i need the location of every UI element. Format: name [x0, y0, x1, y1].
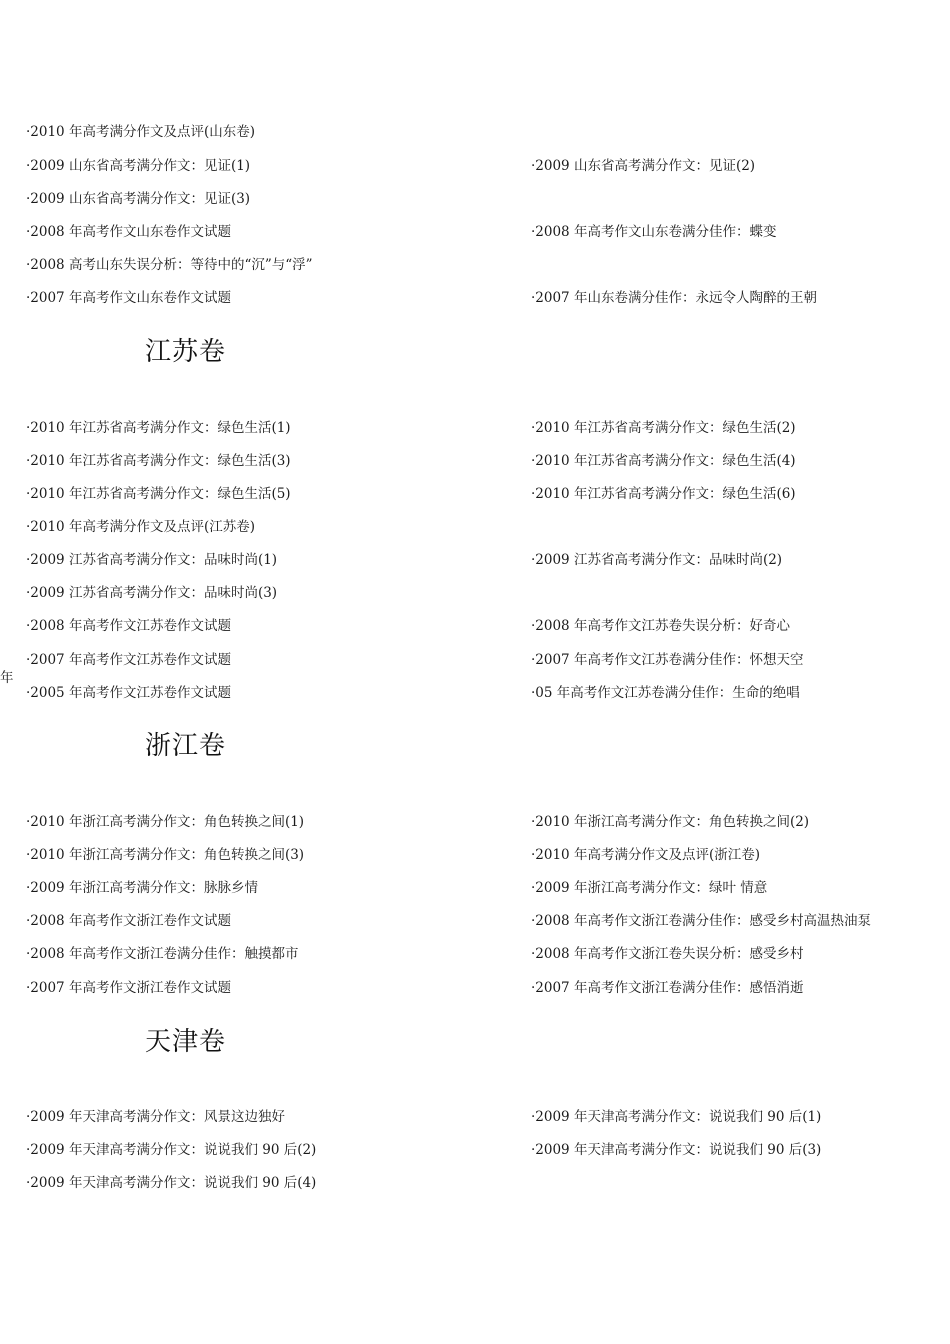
- link-row: [0, 581, 950, 605]
- link-row: [0, 220, 950, 244]
- link-row: [0, 286, 950, 310]
- article-link[interactable]: ·2009 江苏省高考满分作文：品味时尚(2): [531, 552, 783, 568]
- article-link[interactable]: ·2009 江苏省高考满分作文：品味时尚(1): [26, 552, 278, 568]
- link-row: [0, 120, 950, 144]
- article-link[interactable]: ·2008 年高考作文浙江卷满分佳作：触摸都市: [26, 946, 299, 962]
- article-link[interactable]: ·2007 年高考作文山东卷作文试题: [26, 290, 231, 306]
- article-link[interactable]: ·2010 年浙江高考满分作文：角色转换之间(2): [531, 814, 810, 830]
- link-row: [0, 976, 950, 1000]
- article-link[interactable]: ·2007 年高考作文江苏卷满分佳作：怀想天空: [531, 652, 804, 668]
- article-link[interactable]: ·2009 年浙江高考满分作文：绿叶 情意: [531, 880, 768, 896]
- article-link[interactable]: ·2010 年江苏省高考满分作文：绿色生活(2): [531, 420, 796, 436]
- link-row: [0, 909, 950, 933]
- article-link[interactable]: ·2005 年高考作文江苏卷作文试题: [26, 685, 231, 701]
- article-link[interactable]: ·2008 年高考作文浙江卷失误分析：感受乡村: [531, 946, 804, 962]
- link-row: [0, 154, 950, 178]
- article-link[interactable]: ·2007 年高考作文浙江卷作文试题: [26, 980, 231, 996]
- section-heading: 浙江卷: [145, 731, 227, 761]
- link-row: [0, 942, 950, 966]
- link-row: [0, 1105, 950, 1129]
- article-link[interactable]: ·05 年高考作文江苏卷满分佳作：生命的绝唱: [531, 685, 800, 701]
- article-link[interactable]: ·2008 年高考作文浙江卷满分佳作：感受乡村高温热油泵: [531, 913, 871, 929]
- stray-margin-text: 年: [0, 670, 14, 686]
- article-link[interactable]: ·2010 年江苏省高考满分作文：绿色生活(3): [26, 453, 291, 469]
- article-link[interactable]: ·2009 山东省高考满分作文：见证(1): [26, 158, 251, 174]
- link-row: [0, 416, 950, 440]
- article-link[interactable]: ·2010 年江苏省高考满分作文：绿色生活(6): [531, 486, 796, 502]
- article-link[interactable]: ·2010 年高考满分作文及点评(山东卷): [26, 124, 255, 140]
- section-heading: 天津卷: [145, 1027, 227, 1057]
- link-row: [0, 548, 950, 572]
- article-link[interactable]: ·2009 山东省高考满分作文：见证(2): [531, 158, 756, 174]
- article-link[interactable]: ·2010 年浙江高考满分作文：角色转换之间(1): [26, 814, 305, 830]
- article-link[interactable]: ·2007 年高考作文江苏卷作文试题: [26, 652, 231, 668]
- article-link[interactable]: ·2009 年天津高考满分作文：说说我们 90 后(2): [26, 1142, 317, 1158]
- link-row: [0, 449, 950, 473]
- link-row: [0, 810, 950, 834]
- article-link[interactable]: ·2007 年山东卷满分佳作：永远令人陶醉的王朝: [531, 290, 817, 306]
- article-link[interactable]: ·2008 年高考作文山东卷作文试题: [26, 224, 231, 240]
- link-row: [0, 253, 950, 277]
- link-row: [0, 482, 950, 506]
- link-row: [0, 843, 950, 867]
- link-row: [0, 1138, 950, 1162]
- article-link[interactable]: ·2010 年江苏省高考满分作文：绿色生活(1): [26, 420, 291, 436]
- article-link[interactable]: ·2009 江苏省高考满分作文：品味时尚(3): [26, 585, 278, 601]
- article-link[interactable]: ·2009 年天津高考满分作文：说说我们 90 后(4): [26, 1175, 317, 1191]
- article-link[interactable]: ·2008 年高考作文江苏卷失误分析：好奇心: [531, 618, 790, 634]
- article-link[interactable]: ·2008 年高考作文浙江卷作文试题: [26, 913, 231, 929]
- article-link[interactable]: ·2010 年高考满分作文及点评(浙江卷): [531, 847, 760, 863]
- article-link[interactable]: ·2009 年天津高考满分作文：风景这边独好: [26, 1109, 285, 1125]
- link-row: [0, 648, 950, 672]
- article-link[interactable]: ·2010 年浙江高考满分作文：角色转换之间(3): [26, 847, 305, 863]
- article-link[interactable]: ·2007 年高考作文浙江卷满分佳作：感悟消逝: [531, 980, 804, 996]
- article-link[interactable]: ·2008 年高考作文山东卷满分佳作：蝶变: [531, 224, 777, 240]
- article-link[interactable]: ·2008 年高考作文江苏卷作文试题: [26, 618, 231, 634]
- link-row: [0, 187, 950, 211]
- link-row: [0, 876, 950, 900]
- article-link[interactable]: ·2009 年浙江高考满分作文：脉脉乡情: [26, 880, 258, 896]
- article-link[interactable]: ·2010 年江苏省高考满分作文：绿色生活(4): [531, 453, 796, 469]
- link-row: [0, 614, 950, 638]
- article-link[interactable]: ·2009 年天津高考满分作文：说说我们 90 后(3): [531, 1142, 822, 1158]
- article-link[interactable]: ·2008 高考山东失误分析：等待中的“沉”与“浮”: [26, 257, 313, 273]
- section-heading: 江苏卷: [145, 337, 227, 367]
- link-row: [0, 1171, 950, 1195]
- article-link[interactable]: ·2009 年天津高考满分作文：说说我们 90 后(1): [531, 1109, 822, 1125]
- article-link[interactable]: ·2009 山东省高考满分作文：见证(3): [26, 191, 251, 207]
- article-link[interactable]: ·2010 年江苏省高考满分作文：绿色生活(5): [26, 486, 291, 502]
- link-row: [0, 681, 950, 705]
- article-link[interactable]: ·2010 年高考满分作文及点评(江苏卷): [26, 519, 255, 535]
- link-row: [0, 515, 950, 539]
